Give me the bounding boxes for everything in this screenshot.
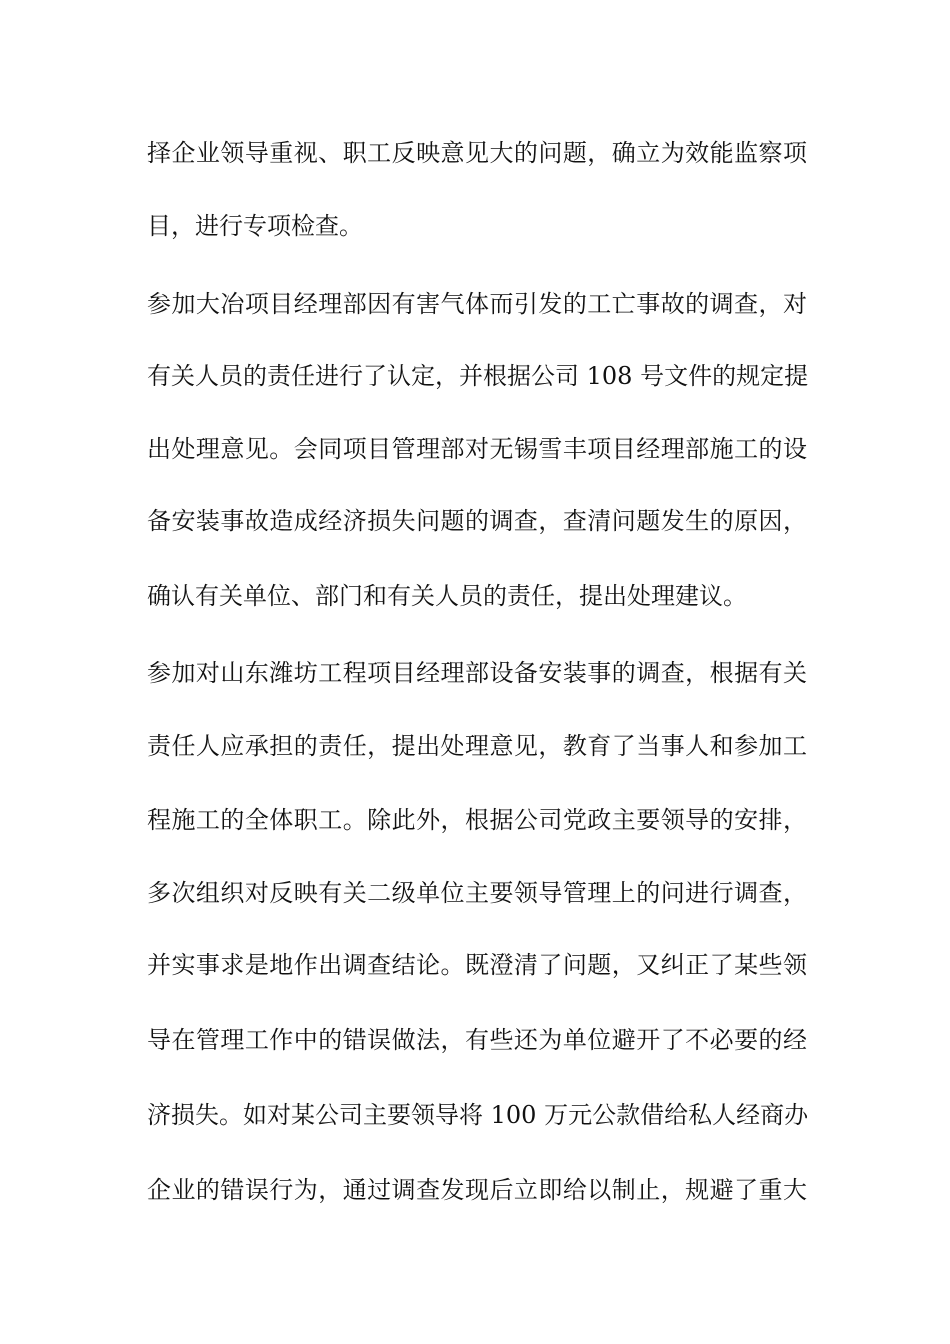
text-line: 企业的错误行为，通过调查发现后立即给以制止，规避了重大	[147, 1176, 807, 1204]
text-line: 参加大冶项目经理部因有害气体而引发的工亡事故的调查，对	[147, 290, 807, 318]
text-line: 择企业领导重视、职工反映意见大的问题，确立为效能监察项	[147, 139, 807, 167]
text-line: 并实事求是地作出调查结论。既澄清了问题，又纠正了某些领	[147, 951, 807, 979]
text-line: 出处理意见。会同项目管理部对无锡雪丰项目经理部施工的设	[147, 435, 807, 463]
text-line: 导在管理工作中的错误做法，有些还为单位避开了不必要的经	[147, 1026, 807, 1054]
text-line: 确认有关单位、部门和有关人员的责任，提出处理建议。	[147, 582, 747, 610]
text-line: 备安装事故造成经济损失问题的调查，查清问题发生的原因，	[147, 507, 807, 535]
text-line: 济损失。如对某公司主要领导将 100 万元公款借给私人经商办	[147, 1101, 809, 1129]
text-line: 有关人员的责任进行了认定，并根据公司 108 号文件的规定提	[147, 362, 809, 390]
text-line: 目，进行专项检查。	[147, 212, 363, 240]
text-line: 责任人应承担的责任，提出处理意见，教育了当事人和参加工	[147, 732, 807, 760]
text-line: 程施工的全体职工。除此外，根据公司党政主要领导的安排，	[147, 806, 807, 834]
text-line: 多次组织对反映有关二级单位主要领导管理上的问进行调查，	[147, 879, 807, 907]
text-line: 参加对山东潍坊工程项目经理部设备安装事的调查，根据有关	[147, 659, 807, 687]
